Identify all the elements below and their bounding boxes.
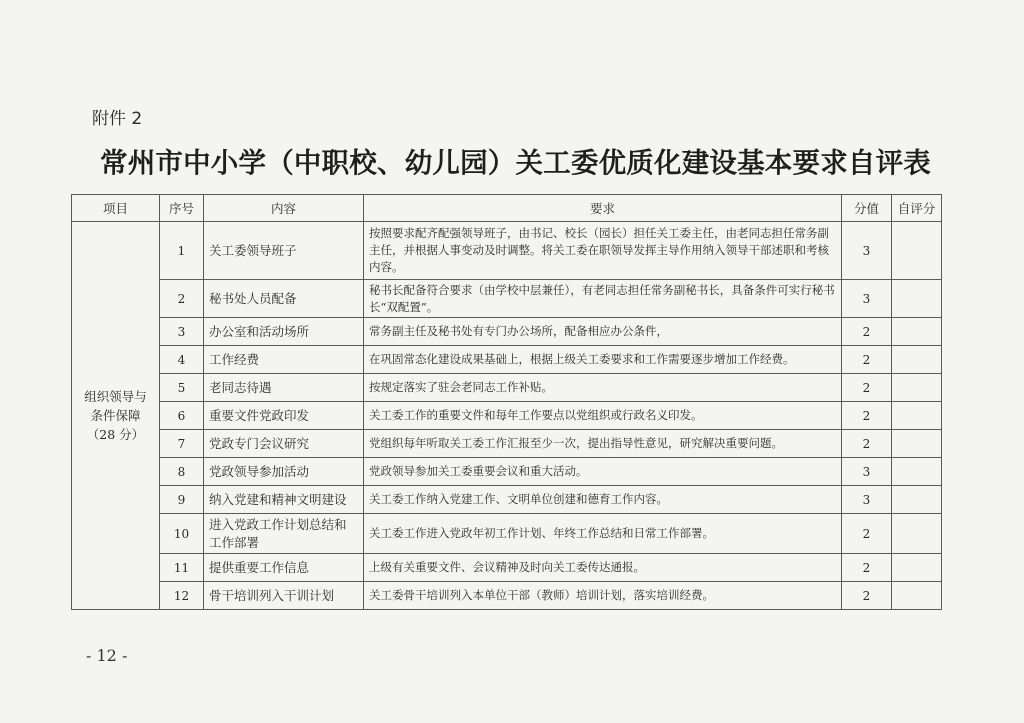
row-requirement: 上级有关重要文件、会议精神及时向关工委传达通报。: [364, 554, 842, 582]
document-title: 常州市中小学（中职校、幼儿园）关工委优质化建设基本要求自评表: [100, 147, 931, 179]
row-requirement: 按规定落实了驻会老同志工作补贴。: [364, 374, 842, 402]
row-requirement: 关工委工作的重要文件和每年工作要点以党组织或行政名义印发。: [364, 402, 842, 430]
row-no: 5: [160, 374, 204, 402]
row-requirement: 在巩固常态化建设成果基础上，根据上级关工委要求和工作需要逐步增加工作经费。: [364, 346, 842, 374]
row-score: 2: [842, 514, 892, 554]
row-self-score: [892, 486, 942, 514]
category-score: （28 分）: [86, 427, 145, 442]
row-no: 9: [160, 486, 204, 514]
row-requirement: 党组织每年听取关工委工作汇报至少一次，提出指导性意见，研究解决重要问题。: [364, 430, 842, 458]
row-no: 1: [160, 222, 204, 280]
row-no: 12: [160, 582, 204, 610]
row-score: 3: [842, 458, 892, 486]
header-item: 项目: [72, 195, 160, 222]
table-row: [72, 402, 942, 430]
row-content: 办公室和活动场所: [204, 318, 364, 346]
category-cell: [72, 222, 160, 610]
table-row: [72, 554, 942, 582]
row-content: 党政领导参加活动: [204, 458, 364, 486]
row-no: 8: [160, 458, 204, 486]
table-header-row: [72, 195, 942, 222]
self-evaluation-table: [71, 194, 942, 610]
row-self-score: [892, 374, 942, 402]
row-content: 重要文件党政印发: [204, 402, 364, 430]
row-requirement: 党政领导参加关工委重要会议和重大活动。: [364, 458, 842, 486]
table-row: [72, 346, 942, 374]
table-row: [72, 430, 942, 458]
row-content: 工作经费: [204, 346, 364, 374]
row-no: 10: [160, 514, 204, 554]
row-self-score: [892, 458, 942, 486]
row-content: 骨干培训列入干训计划: [204, 582, 364, 610]
table-row: [72, 458, 942, 486]
row-requirement: 按照要求配齐配强领导班子，由书记、校长（园长）担任关工委主任，由老同志担任常务副主任，并根据人事变动及时调整。将关工委在职领导发挥主导作用纳入领导干部述职和考核内容。: [364, 222, 842, 280]
row-self-score: [892, 346, 942, 374]
row-no: 3: [160, 318, 204, 346]
row-self-score: [892, 280, 942, 318]
row-requirement: 常务副主任及秘书处有专门办公场所，配备相应办公条件，: [364, 318, 842, 346]
row-requirement: 关工委工作纳入党建工作、文明单位创建和德育工作内容。: [364, 486, 842, 514]
row-requirement: 关工委骨干培训列入本单位干部（教师）培训计划，落实培训经费。: [364, 582, 842, 610]
header-no: 序号: [160, 195, 204, 222]
row-requirement: 秘书长配备符合要求（由学校中层兼任），有老同志担任常务副秘书长，具备条件可实行秘书长“双配置”。: [364, 280, 842, 318]
row-self-score: [892, 402, 942, 430]
row-no: 7: [160, 430, 204, 458]
row-score: 2: [842, 430, 892, 458]
header-self-score: 自评分: [892, 195, 942, 222]
table-row: [72, 318, 942, 346]
table-row: [72, 514, 942, 554]
row-content: 老同志待遇: [204, 374, 364, 402]
row-score: 3: [842, 280, 892, 318]
row-score: 2: [842, 582, 892, 610]
row-no: 2: [160, 280, 204, 318]
row-score: 2: [842, 318, 892, 346]
row-self-score: [892, 582, 942, 610]
header-requirement: 要求: [364, 195, 842, 222]
category-line: 组织领导与: [84, 389, 147, 404]
table-row: [72, 280, 942, 318]
row-content: 党政专门会议研究: [204, 430, 364, 458]
row-content: 关工委领导班子: [204, 222, 364, 280]
header-content: 内容: [204, 195, 364, 222]
row-score: 3: [842, 222, 892, 280]
row-self-score: [892, 318, 942, 346]
row-no: 11: [160, 554, 204, 582]
attachment-label: 附件 2: [92, 109, 143, 129]
row-score: 2: [842, 554, 892, 582]
row-no: 6: [160, 402, 204, 430]
row-self-score: [892, 514, 942, 554]
row-score: 2: [842, 402, 892, 430]
row-self-score: [892, 222, 942, 280]
row-self-score: [892, 554, 942, 582]
row-content: 进入党政工作计划总结和工作部署: [204, 514, 364, 554]
row-content: 纳入党建和精神文明建设: [204, 486, 364, 514]
category-line: 条件保障: [90, 408, 141, 423]
row-no: 4: [160, 346, 204, 374]
table-row: [72, 486, 942, 514]
row-requirement: 关工委工作进入党政年初工作计划、年终工作总结和日常工作部署。: [364, 514, 842, 554]
row-score: 2: [842, 346, 892, 374]
row-score: 3: [842, 486, 892, 514]
table-row: [72, 582, 942, 610]
header-score: 分值: [842, 195, 892, 222]
page-number: - 12 -: [86, 646, 128, 665]
row-self-score: [892, 430, 942, 458]
row-content: 提供重要工作信息: [204, 554, 364, 582]
row-score: 2: [842, 374, 892, 402]
row-content: 秘书处人员配备: [204, 280, 364, 318]
table-row: [72, 222, 942, 280]
table-row: [72, 374, 942, 402]
